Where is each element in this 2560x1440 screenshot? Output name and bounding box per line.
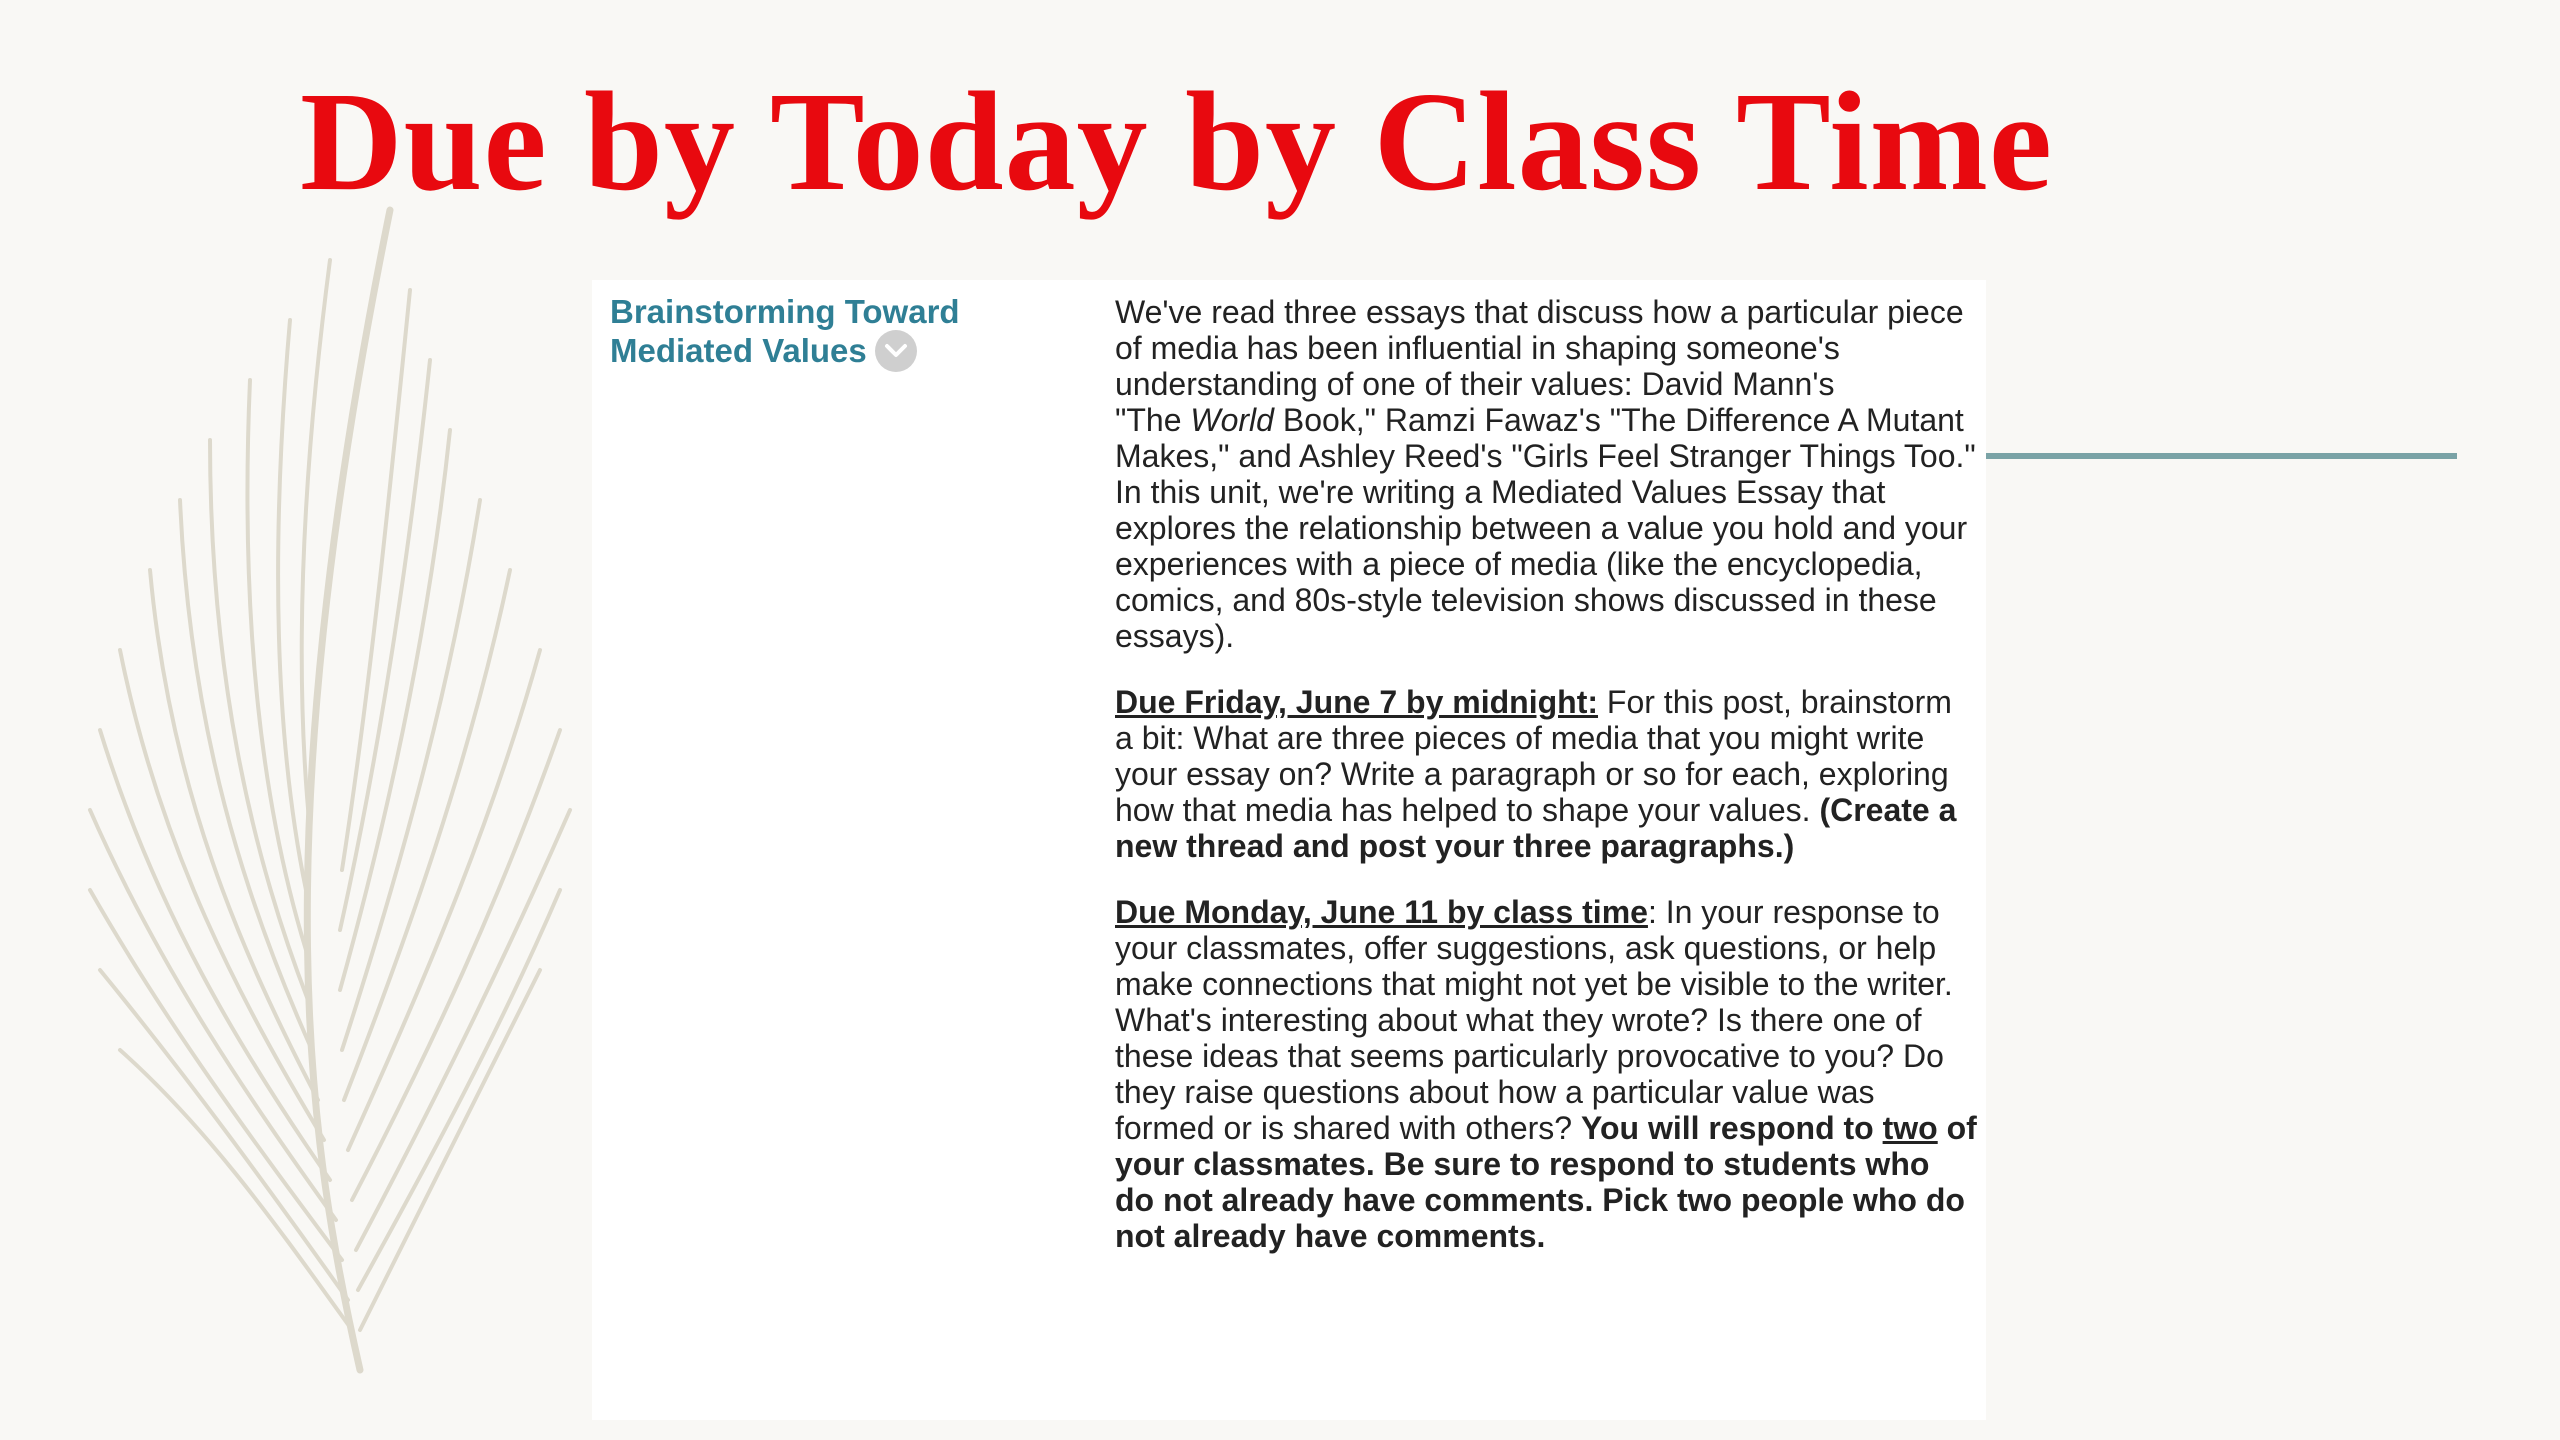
decorative-rule xyxy=(1985,453,2457,459)
intro-paragraph: We've read three essays that discuss how a particular piece of media has been influential in shaping someone's understanding of one of their values: David Mann's "The World Book," Ramzi Fawaz's "The Difference A Mutant Makes," and Ashley Reed's "Girls Feel Stranger Things Too." In this unit, we're writing a Mediated Values Essay that explores the relationship between a value you hold and your experiences with a piece of media (like the encyclopedia, comics, and 80s-style television shows discussed in these essays). xyxy=(1115,294,1976,654)
friday-due-label: Due Friday, June 7 by midnight: xyxy=(1115,684,1599,720)
chevron-down-icon[interactable] xyxy=(875,330,917,372)
discussion-card xyxy=(592,280,1986,1420)
slide-title: Due by Today by Class Time xyxy=(300,62,2053,220)
topic-title[interactable]: Brainstorming Toward Mediated Values xyxy=(610,293,960,369)
discussion-prompt xyxy=(1115,294,1977,1284)
feather-illustration xyxy=(60,150,620,1390)
monday-due-label: Due Monday, June 11 by class time xyxy=(1115,894,1648,930)
monday-deadline-paragraph: Due Monday, June 11 by class time: In your response to your classmates, offer suggestions, ask questions, or help make connections that might not yet be visible to the writer. What's interesting about what they wrote? Is there one of these ideas that seems particularly provocative to you? Do they raise questions about how a particular value was formed or is shared with others? You will respond to two of your classmates. Be sure to respond to students who do not already have comments. Pick two people who do not already have comments. xyxy=(1115,894,1977,1254)
friday-deadline-paragraph: Due Friday, June 7 by midnight: For this post, brainstorm a bit: What are three pieces of media that you might write your essay on? Write a paragraph or so for each, exploring how that media has helped to shape your values. (Create a new thread and post your three paragraphs.) xyxy=(1115,684,1957,864)
discussion-topic-link[interactable] xyxy=(610,294,1030,372)
